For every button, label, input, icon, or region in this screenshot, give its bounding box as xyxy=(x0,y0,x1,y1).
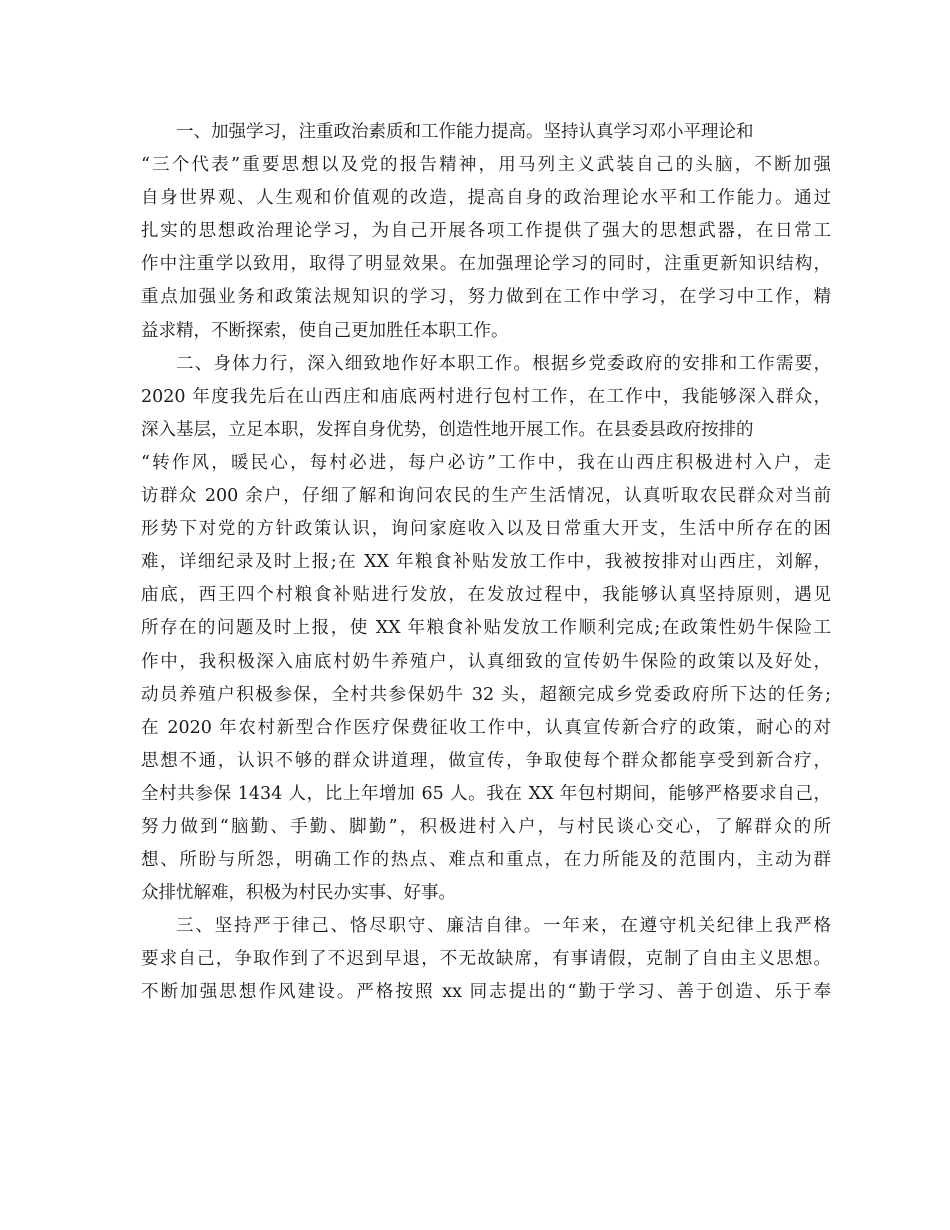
text-line: 作中注重学以致用，取得了明显效果。在加强理论学习的同时，注重更新知识结构， xyxy=(141,254,831,275)
text-line: 作中，我积极深入庙底村奶牛养殖户，认真细致的宣传奶牛保险的政策以及好处， xyxy=(141,651,831,672)
text-line: 2020 年度我先后在山西庄和庙底两村进行包村工作，在工作中，我能够深入群众， xyxy=(141,386,831,407)
text-line: 众排忧解难，积极为村民办实事、好事。 xyxy=(141,883,456,904)
text-line: 自身世界观、人生观和价值观的改造，提高自身的政治理论水平和工作能力。通过 xyxy=(141,188,831,209)
text-line: 全村共参保 1434 人，比上年增加 65 人。我在 XX 年包村期间，能够严格要求自己， xyxy=(141,783,831,804)
text-line: 要求自己，争取作到了不迟到早退，不无故缺席，有事请假，克制了自由主义思想。 xyxy=(141,949,831,970)
text-line: 所存在的问题及时上报，使 XX 年粮食补贴发放工作顺利完成;在政策性奶牛保险工 xyxy=(141,618,831,639)
text-line: 庙底，西王四个村粮食补贴进行发放，在发放过程中，我能够认真坚持原则，遇见 xyxy=(141,585,831,606)
document-body xyxy=(141,116,831,1010)
text-line: 益求精，不断探索，使自己更加胜任本职工作。 xyxy=(141,320,509,341)
text-line: 难，详细纪录及时上报;在 XX 年粮食补贴发放工作中，我被按排对山西庄，刘解， xyxy=(141,552,831,573)
text-line: 三、坚持严于律己、恪尽职守、廉洁自律。一年来，在遵守机关纪律上我严格 xyxy=(176,916,831,937)
text-line: 扎实的思想政治理论学习，为自己开展各项工作提供了强大的思想武器，在日常工 xyxy=(141,221,831,242)
text-line: 二、身体力行，深入细致地作好本职工作。根据乡党委政府的安排和工作需要， xyxy=(176,353,831,374)
text-line: 形势下对党的方针政策认识，询问家庭收入以及日常重大开支，生活中所存在的困 xyxy=(141,519,831,540)
text-line: 努力做到“脑勤、手勤、脚勤”，积极进村入户，与村民谈心交心，了解群众的所 xyxy=(141,816,831,837)
text-line: “转作风，暖民心，每村必进，每户必访”工作中，我在山西庄积极进村入户，走 xyxy=(141,452,831,473)
text-line: 想、所盼与所怨，明确工作的热点、难点和重点，在力所能及的范围内，主动为群 xyxy=(141,850,831,871)
text-line: 不断加强思想作风建设。严格按照 xx 同志提出的“勤于学习、善于创造、乐于奉 xyxy=(141,982,831,1003)
text-line: 一、加强学习，注重政治素质和工作能力提高。坚持认真学习邓小平理论和 xyxy=(176,122,754,142)
text-line: 重点加强业务和政策法规知识的学习，努力做到在工作中学习，在学习中工作，精 xyxy=(141,287,831,308)
text-line: 访群众 200 余户，仔细了解和询问农民的生产生活情况，认真听取农民群众对当前 xyxy=(141,486,831,507)
text-line: 思想不通，认识不够的群众讲道理，做宣传，争取使每个群众都能享受到新合疗， xyxy=(141,750,831,771)
text-line: 在 2020 年农村新型合作医疗保费征收工作中，认真宣传新合疗的政策，耐心的对 xyxy=(141,717,831,738)
text-line: “三个代表”重要思想以及党的报告精神，用马列主义武装自己的头脑，不断加强 xyxy=(141,155,831,176)
text-line: 深入基层，立足本职，发挥自身优势，创造性地开展工作。在县委县政府按排的 xyxy=(141,419,754,440)
text-line: 动员养殖户积极参保，全村共参保奶牛 32 头，超额完成乡党委政府所下达的任务; xyxy=(141,684,831,705)
